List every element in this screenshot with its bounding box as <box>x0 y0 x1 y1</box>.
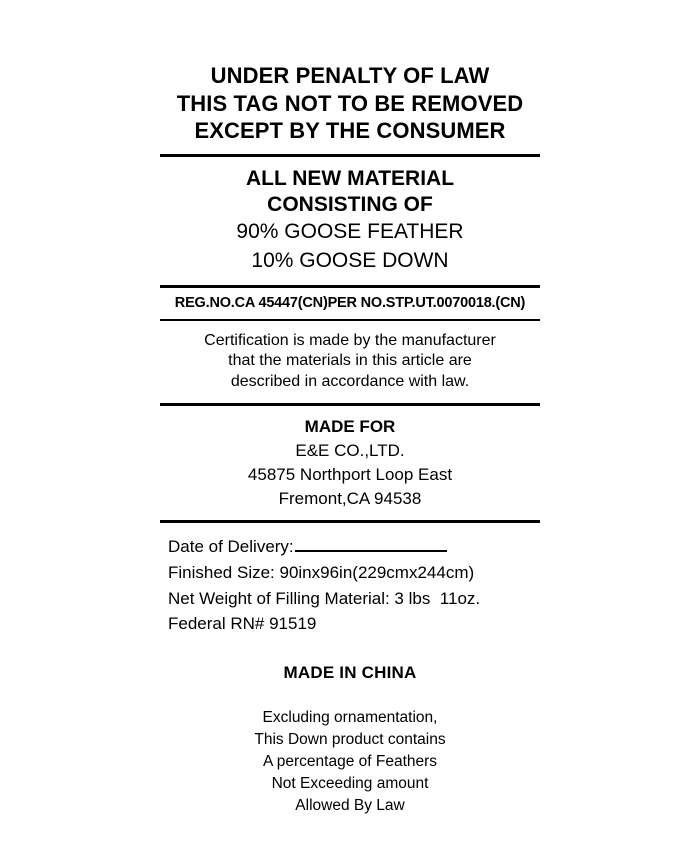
certification-line-1: Certification is made by the manufacturer <box>204 331 496 349</box>
material-heading-2: CONSISTING OF <box>267 192 433 216</box>
penalty-notice-section <box>160 62 540 154</box>
made-for-address-line-1: 45875 Northport Loop East <box>247 464 453 484</box>
certification-line-2: that the materials in this article are <box>228 352 472 370</box>
penalty-notice-line-1: UNDER PENALTY OF LAW <box>210 63 490 88</box>
penalty-notice-line-3: EXCEPT BY THE CONSUMER <box>194 118 506 144</box>
material-heading-1: ALL NEW MATERIAL <box>245 166 455 190</box>
disclaimer-line-4: Not Exceeding amount <box>271 774 429 792</box>
made-in-country: MADE IN CHINA <box>283 663 417 683</box>
federal-rn: Federal RN# 91519 <box>168 614 317 634</box>
date-of-delivery-row <box>168 534 540 560</box>
made-for-company: E&E CO.,LTD. <box>295 441 405 461</box>
net-weight: Net Weight of Filling Material: 3 lbs 11oz. <box>168 588 481 608</box>
origin-section <box>160 641 540 689</box>
disclaimer-line-3: A percentage of Feathers <box>262 752 438 770</box>
date-of-delivery-label: Date of Delivery: <box>168 537 294 557</box>
registration-number: REG.NO.CA 45447(CN)PER NO.STP.UT.0070018.(CN) <box>174 294 526 311</box>
material-component-2: 10% GOOSE DOWN <box>251 248 449 272</box>
certification-line-3: described in accordance with law. <box>230 372 470 390</box>
product-details-section <box>160 523 540 641</box>
disclaimer-line-1: Excluding ornamentation, <box>262 708 438 726</box>
disclaimer-line-5: Allowed By Law <box>295 796 405 814</box>
certification-section <box>160 321 540 404</box>
material-section <box>160 157 540 285</box>
penalty-notice-line-2: THIS TAG NOT TO BE REMOVED <box>176 90 524 116</box>
made-for-heading: MADE FOR <box>304 417 396 437</box>
disclaimer-section <box>160 689 540 824</box>
finished-size: Finished Size: 90inx96in(229cmx244cm) <box>168 563 475 583</box>
registration-section <box>160 288 540 319</box>
material-component-1: 90% GOOSE FEATHER <box>236 220 464 244</box>
date-of-delivery-field[interactable] <box>295 537 447 552</box>
care-label-tag <box>160 62 540 824</box>
made-for-section <box>160 406 540 520</box>
disclaimer-line-2: This Down product contains <box>254 730 446 748</box>
made-for-address-line-2: Fremont,CA 94538 <box>278 488 422 508</box>
